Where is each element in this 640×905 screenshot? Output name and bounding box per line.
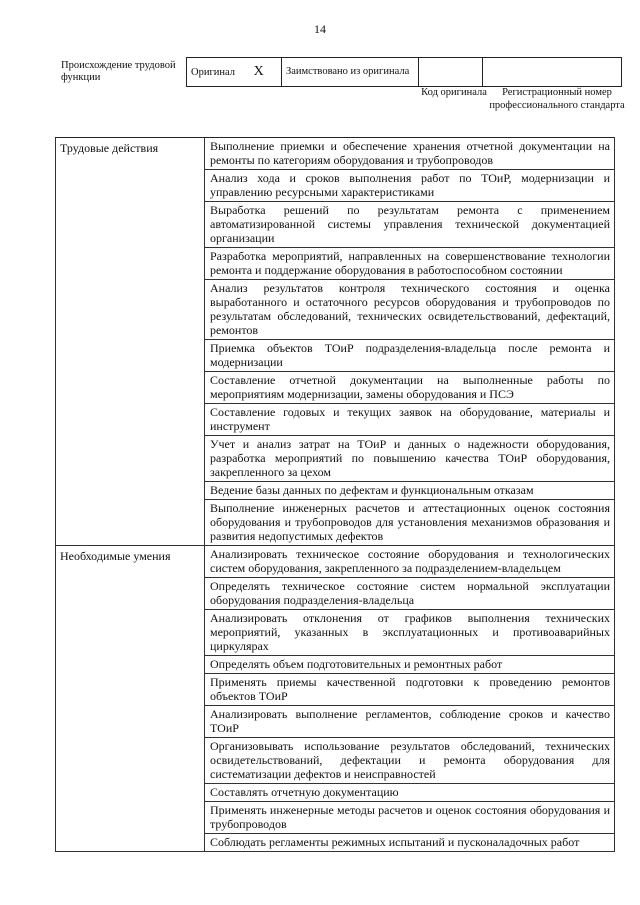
section-item: Ведение базы данных по дефектам и функциональным отказам — [205, 482, 615, 500]
reg-number-caption: Регистрационный номер профессионального стандарта — [489, 87, 625, 111]
borrowed-cell — [282, 58, 419, 87]
section-item: Выработка решений по результатам ремонта с применением автоматизированной системы управления технической документацией организации — [205, 202, 615, 248]
section-item: Определять объем подготовительных и ремонтных работ — [205, 656, 615, 674]
code-caption: Код оригинала — [421, 87, 487, 98]
section-item: Организовывать использование результатов обследований, технических освидетельствований, дефектации и ремонта оборудования для систематизации дефектов и неисправностей — [205, 738, 615, 784]
section-item: Разработка мероприятий, направленных на совершенствование технологии ремонта и поддержание оборудования в работоспособном состоянии — [205, 248, 615, 280]
section-item: Выполнение приемки и обеспечение хранения отчетной документации на ремонты по категориям оборудования и трубопроводов — [205, 138, 615, 170]
original-mark: X — [253, 64, 264, 79]
section-item: Анализировать выполнение регламентов, соблюдение сроков и качество ТОиР — [205, 706, 615, 738]
original-label: Оригинал — [191, 67, 235, 78]
section-item: Составление годовых и текущих заявок на оборудование, материалы и инструмент — [205, 404, 615, 436]
reg-number-cell — [483, 58, 622, 87]
section-item: Учет и анализ затрат на ТОиР и данных о надежности оборудования, разработка мероприятий по повышению качества ТОиР оборудования, закрепленного за цехом — [205, 436, 615, 482]
origin-grid — [186, 57, 622, 87]
section-item: Применять инженерные методы расчетов и оценок состояния оборудования и трубопроводов — [205, 802, 615, 834]
table-row — [56, 546, 615, 578]
section-item: Анализировать техническое состояние оборудования и технологических систем оборудования, закрепленного за подразделением-владельцем — [205, 546, 615, 578]
original-cell — [187, 58, 282, 87]
section-item: Выполнение инженерных расчетов и аттестационных оценок состояния оборудования и трубопроводов для установления механизмов образования и развития недопустимых дефектов — [205, 500, 615, 546]
section-item: Анализ хода и сроков выполнения работ по ТОиР, модернизации и управлению ресурсными характеристиками — [205, 170, 615, 202]
functions-table-body — [56, 138, 615, 852]
section-label: Необходимые умения — [56, 546, 205, 852]
section-item: Анализировать отклонения от графиков выполнения технических мероприятий, указанных в эксплуатационных и противоаварийных циркулярах — [205, 610, 615, 656]
section-item: Приемка объектов ТОиР подразделения-владельца после ремонта и модернизации — [205, 340, 615, 372]
functions-table — [55, 137, 615, 852]
borrowed-label: Заимствовано из оригинала — [286, 66, 410, 77]
section-label: Трудовые действия — [56, 138, 205, 546]
page-number: 14 — [314, 22, 326, 36]
section-item: Определять техническое состояние систем нормальной эксплуатации оборудования подразделения-владельца — [205, 578, 615, 610]
table-row — [56, 138, 615, 170]
origin-label: Происхождение трудовой функции — [61, 60, 176, 83]
section-item: Соблюдать регламенты режимных испытаний и пусконаладочных работ — [205, 834, 615, 852]
section-item: Составление отчетной документации на выполненные работы по мероприятиям модернизации, замены оборудования и ПСЭ — [205, 372, 615, 404]
section-item: Составлять отчетную документацию — [205, 784, 615, 802]
section-item: Анализ результатов контроля технического состояния и оценка выработанного и остаточного ресурсов оборудования и трубопроводов по результатам обследований, технических освидетельствований, дефектаций, ремонтов — [205, 280, 615, 340]
section-item: Применять приемы качественной подготовки к проведению ремонтов объектов ТОиР — [205, 674, 615, 706]
code-cell — [419, 58, 483, 87]
